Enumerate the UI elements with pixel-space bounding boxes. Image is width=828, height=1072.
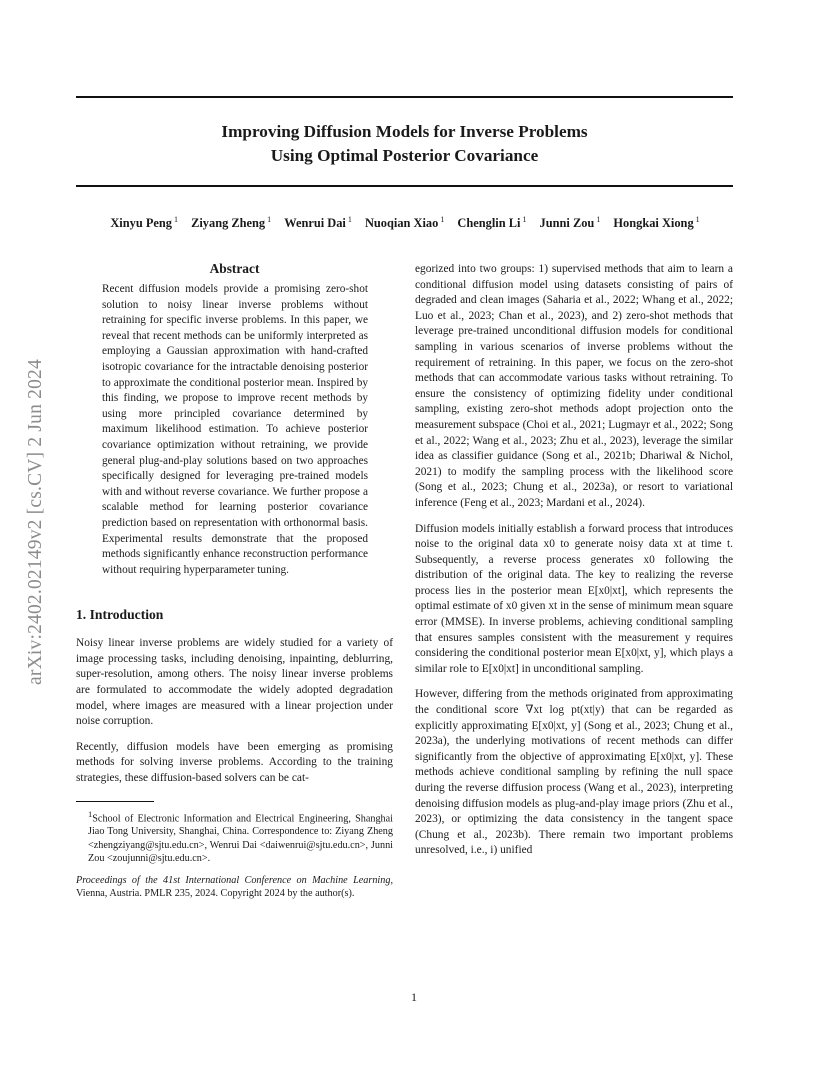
body-paragraph-1: egorized into two groups: 1) supervised methods that aim to learn a conditional diffusion model using datasets consisting of pairs of degraded and clean images (Saharia et al., 2022; Whang et al., 2022; Luo et al., 2023; Chan et al., 2023), and 2) zero-shot methods that leverage pre-trained unconditional diffusion models for conditional sampling in various scenarios of inverse problems without the requirement of retraining. In this paper, we focus on the zero-shot methods that can accommodate various tasks without retraining. To ensure the consistency of optimizing fidelity under conditional sampling, existing zero-shot methods adopt projection onto the measurement subspace (Choi et al., 2021; Lugmayr et al., 2022; Song et al., 2022; Wang et al., 2023; Zhu et al., 2023), leverage the similar idea as classifier guidance (Song et al., 2021b; Dhariwal & Nichol, 2021) to modify the sampling process with the likelihood score (Song et al., 2023; Chung et al., 2023a), or resort to variational inference (Feng et al., 2023; Mardani et al., 2024). bbox=[415, 263, 733, 509]
title-line-2: Using Optimal Posterior Covariance bbox=[270, 146, 539, 165]
introduction-heading: 1. Introduction bbox=[76, 607, 164, 623]
title-bottom-rule bbox=[76, 185, 733, 187]
footnote-divider bbox=[76, 801, 154, 802]
author: Chenglin Li $^1$ bbox=[457, 215, 527, 231]
body-paragraph-2: Diffusion models initially establish a forward process that introduces noise to the original data x0 to generate noisy data xt at time t. Subsequently, a reverse process generates x0 following the distribution of the original data. The key to realizing the reverse process lies in the posterior mean E[x0|xt], which represents the optimal estimate of x0 given xt in the sense of minimum mean square error (MMSE). In inverse problems, achieving conditional sampling that ensures samples consistent with the measurement y requires considering the conditional posterior mean E[x0|xt, y], which plays a similar role to E[x0|xt] in unconditional sampling. bbox=[415, 522, 733, 675]
abstract-text: Recent diffusion models provide a promising zero-shot solution to noisy linear inverse problems without retraining for specific inverse problems. In this paper, we reveal that recent methods can be uniformly interpreted as employing a Gaussian approximation with hand-crafted isotropic covariance for the intractable denoising posterior to approximate the conditional posterior mean. Inspired by this finding, we propose to improve recent methods by using more principled covariance determined by maximum likelihood estimation. To achieve posterior covariance optimization without retraining, we provide general plug-and-play solutions based on two approaches specifically designed for leveraging pre-trained models with and without reverse covariance. We further propose a scalable method for learning posterior covariance prediction based on representation with orthonormal basis. Experimental results demonstrate that the proposed methods significantly enhance reconstruction performance without requiring hyperparameter tuning. bbox=[102, 283, 368, 576]
title-top-rule bbox=[76, 96, 733, 98]
author: Wenrui Dai $^1$ bbox=[284, 215, 352, 231]
author-list bbox=[60, 215, 750, 231]
intro-paragraph-1: Noisy linear inverse problems are widely studied for a variety of image processing tasks, including denoising, inpainting, deblurring, super-resolution, among others. The noisy linear inverse problems are formulated to accommodate the widely adopted degradation model, where images are measured with a linear projection under noise corruption. bbox=[76, 637, 393, 728]
left-column bbox=[76, 260, 393, 900]
proceedings-venue: Proceedings of the 41st International Conference on Machine Learning bbox=[76, 874, 391, 886]
right-column bbox=[415, 262, 733, 869]
author: Ziyang Zheng $^1$ bbox=[191, 215, 272, 231]
footnote-mark: 1 bbox=[88, 808, 93, 819]
affiliation-footnote bbox=[76, 808, 393, 866]
author: Hongkai Xiong $^1$ bbox=[613, 215, 700, 231]
paper-title bbox=[76, 120, 733, 168]
footnote-text: School of Electronic Information and Electrical Engineering, Shanghai Jiao Tong University, Shanghai, China. Correspondence to: Ziyang Zheng <zhengziyang@sjtu.edu.cn>, Wenrui Dai <daiwenrui@sjtu.edu.cn>, Junni Zou <zoujunni@sjtu.edu.cn>. bbox=[88, 813, 393, 865]
author: Xinyu Peng $^1$ bbox=[110, 215, 178, 231]
intro-paragraph-2: Recently, diffusion models have been emerging as promising methods for solving inverse problems. According to the training strategies, these diffusion-based solvers can be cat- bbox=[76, 740, 393, 785]
page-number: 1 bbox=[411, 990, 417, 1004]
arxiv-sidebar-stamp bbox=[24, 297, 48, 747]
arxiv-identifier: arXiv:2402.02149v2 [cs.CV] 2 Jun 2024 bbox=[25, 359, 46, 685]
body-paragraph-3: However, differing from the methods originated from approximating the conditional score ∇xt log pt(xt|y) that can be regarded as explicitly approximating E[x0|xt, y] (Song et al., 2023; Chung et al., 2023a), the underlying motivations of recent methods can differ significantly from the objective of approximating E[x0|xt, y]. These methods achieve conditional sampling by refining the null space during the reverse diffusion process (Wang et al., 2023), interpreting denoising diffusion models as plug-and-play image priors (Zhu et al., 2023), or optimizing the data consistency in the tangent space (Chung et al., 2023b). There remain two important problems unresolved, i.e., i) unified bbox=[415, 688, 733, 857]
title-line-1: Improving Diffusion Models for Inverse Problems bbox=[221, 122, 588, 141]
abstract-heading: Abstract bbox=[209, 261, 260, 276]
author: Nuoqian Xiao $^1$ bbox=[364, 215, 445, 231]
author: Junni Zou $^1$ bbox=[539, 215, 601, 231]
proceedings-details: , Vienna, Austria. PMLR 235, 2024. Copyright 2024 by the author(s). bbox=[76, 874, 393, 900]
proceedings-note bbox=[76, 874, 393, 901]
